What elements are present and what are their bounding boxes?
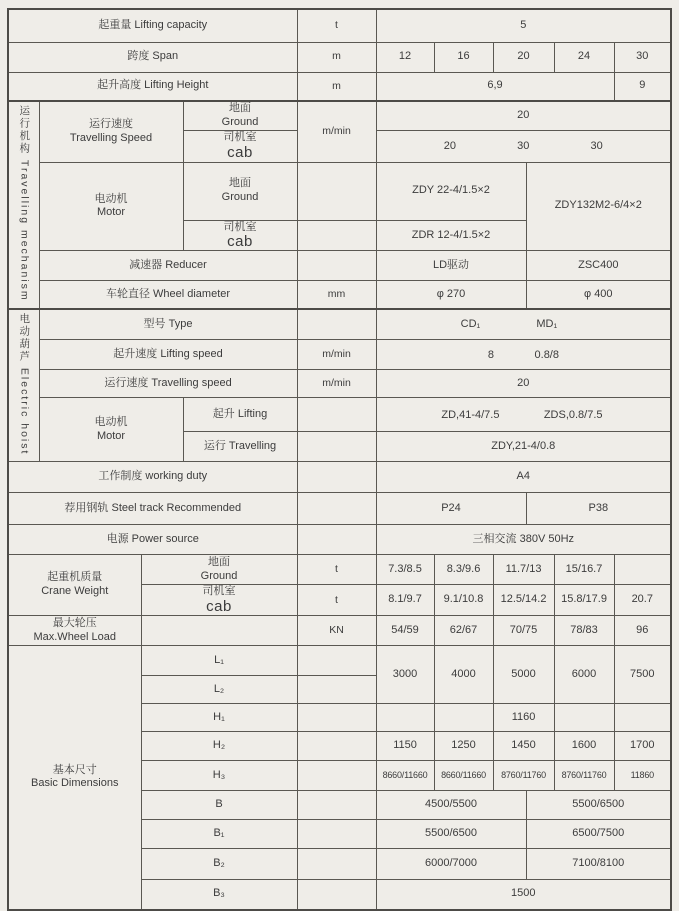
sub-label bbox=[141, 676, 297, 704]
unit-cell bbox=[297, 462, 376, 493]
cell-text: 20 bbox=[517, 108, 530, 121]
cell-text: 11.7/13 bbox=[505, 562, 542, 575]
value-cell bbox=[493, 555, 554, 585]
cell-text: B₁ bbox=[213, 827, 225, 840]
cell-text: 78/83 bbox=[570, 623, 598, 636]
cell-text: 7.3/8.5 bbox=[388, 562, 422, 575]
value-cell bbox=[434, 704, 493, 732]
value-cell bbox=[376, 525, 671, 555]
cell-text: 工作制度 working duty bbox=[98, 470, 208, 483]
value-cell bbox=[376, 370, 671, 398]
row-label bbox=[8, 42, 297, 72]
cell-text: 8.3/9.6 bbox=[446, 562, 481, 575]
cell-text: LD驱动 bbox=[432, 258, 470, 271]
row-label bbox=[39, 251, 297, 281]
value-cell bbox=[376, 646, 434, 704]
unit-cell bbox=[297, 9, 376, 42]
unit-cell bbox=[297, 309, 376, 340]
cell-text: 车轮直径 Wheel diameter bbox=[105, 287, 231, 300]
cell-text: 型号 Type bbox=[143, 317, 193, 330]
unit-cell bbox=[297, 281, 376, 309]
cell-text: 4500/5500 bbox=[425, 798, 478, 811]
value-part: 8 bbox=[487, 348, 495, 361]
unit-cell bbox=[297, 251, 376, 281]
row-label bbox=[8, 462, 297, 493]
cell-text: mm bbox=[327, 287, 346, 300]
value-cell bbox=[493, 761, 554, 791]
value-cell bbox=[434, 555, 493, 585]
row-label bbox=[8, 555, 141, 616]
unit-cell bbox=[297, 880, 376, 910]
cell-text: ZDY132M2-6/4×2 bbox=[554, 199, 642, 212]
unit-cell bbox=[297, 704, 376, 732]
cell-text: m/min bbox=[322, 125, 351, 138]
cell-text: 5000 bbox=[511, 667, 536, 680]
cell-text: ZDY 22-4/1.5×2 bbox=[412, 184, 490, 197]
cell-text: Ground bbox=[221, 115, 259, 128]
cell-text: 20 bbox=[517, 50, 530, 63]
cell-text: Motor bbox=[96, 429, 126, 442]
cell-text: Crane Weight bbox=[41, 585, 109, 598]
unit-cell bbox=[297, 616, 376, 646]
value-cell bbox=[526, 493, 671, 525]
cell-text: cab bbox=[206, 598, 232, 616]
cell-text: 1600 bbox=[571, 739, 597, 752]
value-cell bbox=[376, 309, 671, 340]
value-cell bbox=[376, 704, 434, 732]
cell-text: 15.8/17.9 bbox=[561, 593, 607, 606]
value-part: ZDS,0.8/7.5 bbox=[543, 408, 603, 421]
value-cell bbox=[376, 732, 434, 761]
cell-text: 基本尺寸 bbox=[52, 763, 97, 776]
cell-text: 起重机质量 bbox=[47, 571, 103, 584]
value-part: 0.8/8 bbox=[534, 348, 559, 361]
row-label bbox=[39, 398, 183, 462]
cell-text: 运行机构 Travelling mechanism bbox=[18, 105, 31, 302]
cell-text: 8660/11660 bbox=[441, 769, 486, 780]
value-cell bbox=[614, 761, 671, 791]
value-cell bbox=[614, 72, 671, 101]
cell-text: 地面 bbox=[229, 102, 251, 114]
cell-text: 电源 Power source bbox=[106, 532, 199, 545]
unit-cell bbox=[297, 162, 376, 220]
row-label bbox=[39, 101, 183, 162]
value-cell bbox=[614, 42, 671, 72]
sub-label bbox=[141, 732, 297, 761]
value-cell bbox=[554, 646, 614, 704]
value-part: 30 bbox=[517, 140, 530, 152]
cell-text: φ 400 bbox=[584, 287, 613, 300]
sub-label bbox=[141, 880, 297, 910]
cell-text: Travelling Speed bbox=[69, 131, 153, 144]
value-cell bbox=[434, 616, 493, 646]
spec-table-body bbox=[8, 9, 671, 910]
cell-text: Ground bbox=[221, 191, 259, 204]
cell-text: m bbox=[332, 50, 341, 63]
cell-text: B bbox=[215, 798, 223, 811]
unit-cell bbox=[297, 398, 376, 432]
cell-text: 运行 Travelling bbox=[203, 439, 277, 452]
value-cell bbox=[614, 704, 671, 732]
unit-cell bbox=[297, 220, 376, 251]
cell-text: cab bbox=[227, 144, 253, 161]
sub-label bbox=[183, 130, 297, 162]
cell-text: 16 bbox=[457, 50, 470, 63]
unit-cell bbox=[297, 101, 376, 162]
cell-text: 6500/7500 bbox=[572, 827, 625, 840]
cell-text: 5500/6500 bbox=[425, 827, 478, 840]
value-cell bbox=[376, 9, 671, 42]
cell-text: Ground bbox=[200, 569, 238, 582]
row-label bbox=[8, 9, 297, 42]
cell-text: 起升速度 Lifting speed bbox=[113, 347, 223, 360]
cell-text: ZDY,21-4/0.8 bbox=[491, 439, 556, 452]
value-cell bbox=[376, 555, 434, 585]
value-cell bbox=[554, 555, 614, 585]
value-cell bbox=[376, 281, 526, 309]
cell-text: A4 bbox=[516, 470, 531, 483]
value-cell bbox=[614, 646, 671, 704]
cell-text: 1250 bbox=[451, 739, 476, 752]
cell-text: t bbox=[335, 563, 338, 576]
row-label bbox=[39, 281, 297, 309]
value-cell bbox=[376, 432, 671, 462]
cell-text: 70/75 bbox=[509, 623, 538, 636]
value-cell bbox=[554, 585, 614, 616]
sub-label bbox=[141, 791, 297, 820]
sub-label bbox=[141, 704, 297, 732]
cell-text: 三相交流 380V 50Hz bbox=[472, 532, 575, 545]
unit-cell bbox=[297, 791, 376, 820]
cell-text: 司机室 bbox=[223, 131, 257, 144]
value-cell bbox=[376, 251, 526, 281]
value-cell bbox=[614, 585, 671, 616]
value-part: CD₁ bbox=[460, 318, 481, 331]
cell-text: 减速器 Reducer bbox=[129, 258, 207, 271]
cell-text: 5500/6500 bbox=[572, 798, 625, 811]
unit-cell bbox=[297, 340, 376, 370]
cell-text: 7500 bbox=[630, 667, 655, 680]
row-label bbox=[39, 340, 297, 370]
sub-label bbox=[141, 555, 297, 585]
cell-text: t bbox=[335, 19, 338, 32]
cell-text: 1700 bbox=[630, 739, 655, 752]
value-cell bbox=[376, 820, 526, 849]
cell-text: Max.Wheel Load bbox=[33, 630, 117, 643]
cell-text: 9.1/10.8 bbox=[443, 593, 484, 606]
value-cell bbox=[554, 761, 614, 791]
value-cell bbox=[376, 616, 434, 646]
row-label bbox=[8, 646, 141, 910]
value-cell bbox=[376, 849, 526, 880]
cell-text: 运行速度 bbox=[89, 118, 133, 130]
cell-text: 司机室 bbox=[223, 220, 257, 233]
section-label bbox=[8, 309, 39, 462]
value-cell bbox=[614, 732, 671, 761]
cell-text: 运行速度 Travelling speed bbox=[104, 376, 232, 389]
cell-text: 6,9 bbox=[487, 79, 503, 92]
value-cell bbox=[493, 42, 554, 72]
unit-cell bbox=[297, 525, 376, 555]
cell-text: m bbox=[332, 79, 341, 92]
value-cell bbox=[376, 398, 671, 432]
cell-text: 电动葫芦 Electric hoist bbox=[18, 312, 31, 456]
sub-label bbox=[141, 849, 297, 880]
unit-cell bbox=[297, 72, 376, 101]
sub-label bbox=[183, 162, 297, 220]
sub-label bbox=[183, 220, 297, 251]
value-cell bbox=[554, 732, 614, 761]
value-cell bbox=[376, 585, 434, 616]
value-cell bbox=[434, 585, 493, 616]
row-label bbox=[39, 309, 297, 340]
unit-cell bbox=[297, 646, 376, 676]
cell-text: 6000/7000 bbox=[425, 857, 478, 870]
cell-text: 1450 bbox=[511, 739, 536, 752]
cell-text: 12.5/14.2 bbox=[500, 593, 547, 606]
cell-text: 1500 bbox=[511, 887, 536, 900]
cell-text: L₂ bbox=[213, 682, 225, 695]
value-cell bbox=[526, 820, 671, 849]
cell-text: P24 bbox=[441, 501, 461, 514]
row-label bbox=[39, 162, 183, 251]
value-part: ZD,41-4/7.5 bbox=[441, 408, 500, 421]
cell-text: 起升 Lifting bbox=[212, 407, 268, 420]
value-cell bbox=[614, 555, 671, 585]
value-part: 30 bbox=[590, 140, 603, 152]
row-label bbox=[8, 72, 297, 101]
cell-text: 地面 bbox=[229, 177, 251, 190]
cell-text: 30 bbox=[636, 50, 649, 63]
sub-label bbox=[141, 585, 297, 616]
value-cell bbox=[434, 732, 493, 761]
sub-label bbox=[141, 820, 297, 849]
value-cell bbox=[493, 585, 554, 616]
value-cell bbox=[614, 616, 671, 646]
cell-text: 跨度 Span bbox=[127, 50, 179, 63]
unit-cell bbox=[297, 585, 376, 616]
value-part: MD₁ bbox=[536, 318, 558, 331]
value-part: 20 bbox=[443, 140, 457, 152]
sub-label bbox=[141, 761, 297, 791]
value-cell bbox=[376, 761, 434, 791]
cell-text: 24 bbox=[577, 50, 591, 63]
cell-text: H₃ bbox=[212, 768, 226, 781]
sub-label bbox=[183, 398, 297, 432]
cell-text: P38 bbox=[588, 501, 609, 514]
sub-label bbox=[141, 646, 297, 676]
value-cell bbox=[526, 791, 671, 820]
value-cell bbox=[434, 646, 493, 704]
unit-cell bbox=[297, 493, 376, 525]
cell-text: B₂ bbox=[213, 857, 225, 870]
value-cell bbox=[493, 616, 554, 646]
cell-text: 15/16.7 bbox=[565, 562, 603, 575]
cell-text: KN bbox=[329, 624, 344, 637]
value-cell bbox=[376, 462, 671, 493]
cell-text: 62/67 bbox=[449, 623, 478, 636]
value-cell bbox=[554, 704, 614, 732]
section-label bbox=[8, 101, 39, 309]
row-label bbox=[8, 493, 297, 525]
value-cell bbox=[434, 42, 493, 72]
cell-text: φ 270 bbox=[436, 287, 466, 300]
cell-text: 起升高度 Lifting Height bbox=[97, 79, 209, 92]
row-label bbox=[8, 616, 141, 646]
cell-text: Motor bbox=[96, 206, 126, 219]
cell-text: 96 bbox=[636, 623, 649, 636]
cell-text: 司机室 bbox=[202, 585, 236, 598]
cell-text: 电动机 bbox=[94, 192, 128, 205]
value-cell bbox=[526, 849, 671, 880]
value-cell bbox=[554, 42, 614, 72]
value-cell bbox=[376, 72, 614, 101]
row-label bbox=[8, 525, 297, 555]
row-label bbox=[39, 370, 297, 398]
cell-text: cab bbox=[227, 233, 253, 251]
value-cell bbox=[376, 220, 526, 251]
cell-text: H₁ bbox=[213, 710, 225, 723]
cell-text: 5 bbox=[520, 18, 527, 31]
unit-cell bbox=[297, 732, 376, 761]
cell-text: H₂ bbox=[212, 739, 226, 752]
cell-text: 1150 bbox=[393, 739, 417, 752]
cell-text: 地面 bbox=[208, 555, 230, 568]
value-cell bbox=[376, 130, 671, 162]
value-cell bbox=[526, 162, 671, 251]
unit-cell bbox=[297, 555, 376, 585]
cell-text: 8660/11660 bbox=[382, 769, 428, 780]
cell-text: 12 bbox=[398, 50, 412, 63]
sub-label bbox=[141, 616, 297, 646]
cell-text: t bbox=[335, 593, 338, 606]
unit-cell bbox=[297, 676, 376, 704]
cell-text: 20 bbox=[517, 376, 530, 389]
cell-text: Basic Dimensions bbox=[31, 777, 119, 790]
cell-text: 8760/11760 bbox=[561, 769, 607, 780]
unit-cell bbox=[297, 370, 376, 398]
cell-text: 荐用钢轨 Steel track Recommended bbox=[64, 501, 242, 514]
cell-text: 54/59 bbox=[391, 623, 419, 636]
cell-text: 20.7 bbox=[631, 593, 653, 606]
unit-cell bbox=[297, 432, 376, 462]
cell-text: 3000 bbox=[392, 667, 418, 680]
cell-text: 8760/11760 bbox=[501, 769, 546, 780]
crane-spec-table bbox=[7, 8, 672, 911]
unit-cell bbox=[297, 849, 376, 880]
value-cell bbox=[376, 340, 671, 370]
cell-text: 11860 bbox=[630, 769, 654, 780]
value-cell bbox=[493, 704, 554, 732]
value-cell bbox=[526, 281, 671, 309]
value-cell bbox=[554, 616, 614, 646]
value-cell bbox=[493, 732, 554, 761]
cell-text: 9 bbox=[639, 79, 646, 92]
value-cell bbox=[376, 880, 671, 910]
cell-text: 4000 bbox=[451, 667, 476, 680]
cell-text: 6000 bbox=[571, 667, 597, 680]
value-cell bbox=[493, 646, 554, 704]
value-cell bbox=[376, 101, 671, 130]
value-cell bbox=[376, 791, 526, 820]
unit-cell bbox=[297, 42, 376, 72]
value-cell bbox=[376, 42, 434, 72]
value-cell bbox=[376, 162, 526, 220]
value-cell bbox=[376, 493, 526, 525]
cell-text: L₁ bbox=[214, 653, 224, 666]
cell-text: m/min bbox=[322, 377, 351, 390]
cell-text: 起重量 Lifting capacity bbox=[98, 18, 208, 31]
cell-text: ZSC400 bbox=[578, 258, 619, 271]
cell-text: 电动机 bbox=[94, 415, 128, 428]
unit-cell bbox=[297, 820, 376, 849]
value-cell bbox=[434, 761, 493, 791]
cell-text: 最大轮压 bbox=[52, 616, 97, 629]
unit-cell bbox=[297, 761, 376, 791]
sub-label bbox=[183, 101, 297, 130]
cell-text: 1160 bbox=[511, 710, 536, 723]
value-cell bbox=[526, 251, 671, 281]
sub-label bbox=[183, 432, 297, 462]
cell-text: B₃ bbox=[213, 887, 225, 900]
cell-text: m/min bbox=[322, 348, 351, 361]
cell-text: ZDR 12-4/1.5×2 bbox=[411, 228, 491, 241]
cell-text: 7100/8100 bbox=[572, 857, 625, 870]
cell-text: 8.1/9.7 bbox=[388, 593, 422, 606]
